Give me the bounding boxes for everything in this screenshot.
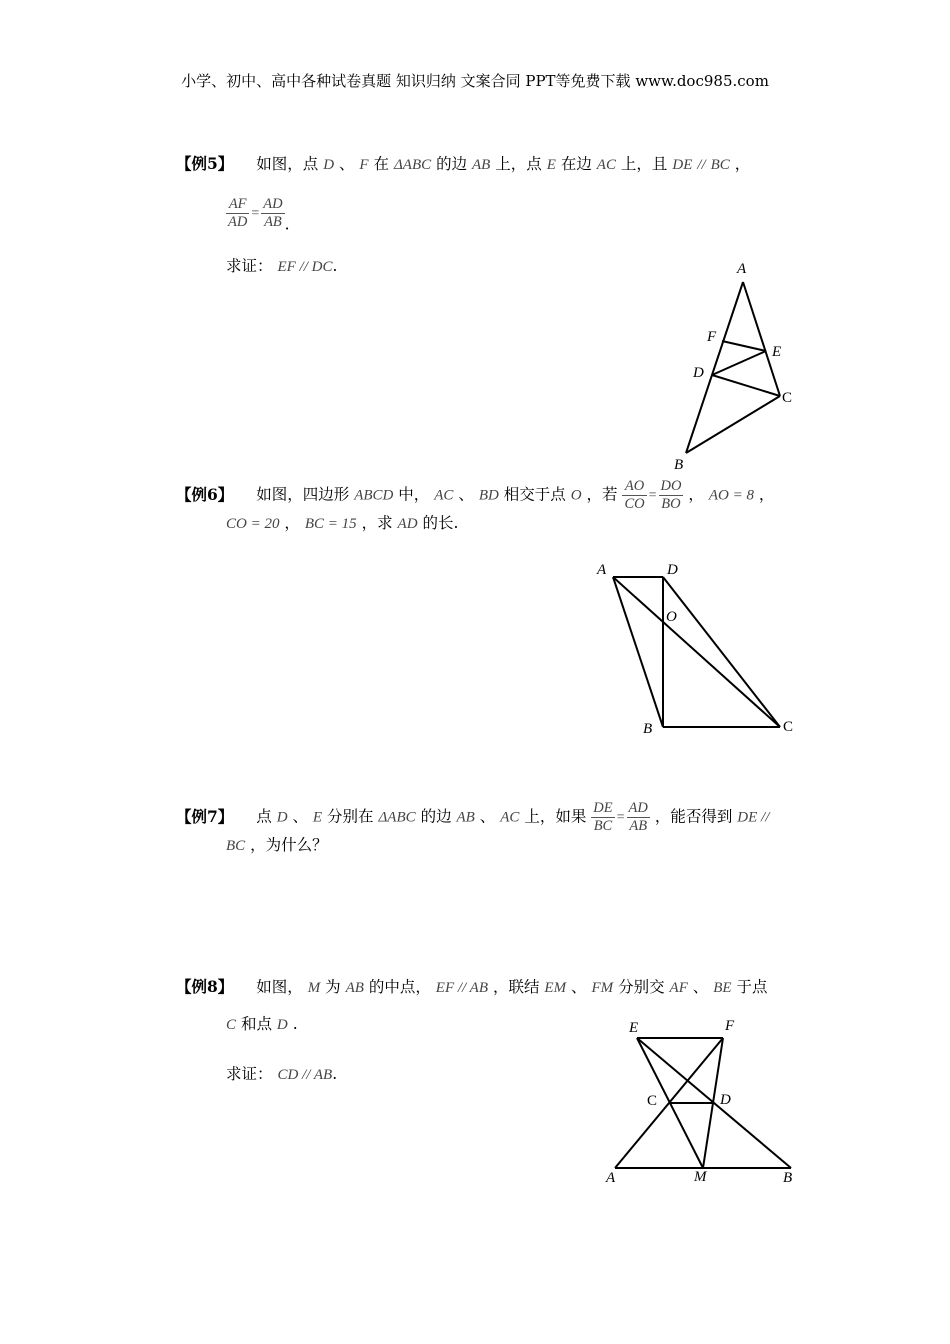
ex6-text: 相交于点 [503, 485, 566, 504]
ex7-text: 、 [479, 807, 496, 826]
frac-den: AB [629, 818, 648, 834]
ex8-math: AF [669, 980, 688, 996]
ex7-line1 [176, 800, 769, 835]
ex5-line1 [176, 153, 750, 176]
ex5-math: ΔABC [393, 157, 432, 173]
ex6-text: ， [284, 514, 300, 532]
period: . [332, 1065, 338, 1083]
frac-num: DE [593, 800, 613, 816]
ex8-math: EM [544, 980, 567, 996]
ex7-math: ΔABC [378, 809, 416, 826]
ex5-text: 上，点 [495, 155, 542, 173]
ex6-line1 [176, 478, 774, 513]
segment-BC [686, 396, 780, 453]
ex8-prove-statement: CD // AB [277, 1067, 333, 1083]
ex5-text: 的边 [436, 155, 468, 173]
ex7-text: ，能否得到 [654, 807, 733, 826]
label-A: A [597, 562, 607, 578]
ex5-math: AC [596, 157, 616, 173]
ex7-math: E [312, 809, 323, 826]
ex6-fraction-left [622, 478, 646, 513]
ex5-math: AB [472, 157, 491, 173]
label-M: M [694, 1169, 707, 1185]
ex7-line2 [226, 834, 328, 857]
ex8-text: 为 [325, 978, 341, 996]
ex8-math: FM [591, 980, 614, 996]
frac-num: AO [622, 478, 646, 496]
ex8-prove [226, 1063, 337, 1086]
frac-den: BO [661, 496, 681, 512]
ex7-fraction-right [627, 800, 650, 835]
ex5-text: 在边 [560, 155, 592, 173]
ex6-math: AO = 8 [708, 487, 754, 504]
ex7-math: D [276, 809, 288, 826]
label-F: F [725, 1018, 735, 1034]
ex8-text: 的中点， [368, 978, 431, 996]
ex5-fraction-right [261, 196, 284, 231]
ex7-text: 、 [292, 807, 308, 826]
frac-num: AF [226, 196, 249, 214]
ex6-math: AC [434, 487, 454, 504]
segment-DE [712, 351, 766, 375]
ex8-tag: 【例8】 [176, 977, 234, 996]
segment-AC [743, 282, 780, 396]
ex5-math: DE [672, 157, 693, 173]
ex5-math: E [546, 157, 556, 173]
ex8-text: 和点 [240, 1015, 272, 1033]
ex5-math: // [697, 157, 706, 173]
equals-sign: = [251, 205, 260, 221]
ex6-line2 [226, 512, 458, 535]
ex7-math: AC [500, 809, 520, 826]
frac-den: AB [264, 214, 282, 230]
ex6-math: O [570, 487, 582, 504]
ex5-text: 上，且 [620, 155, 668, 173]
label-A: A [606, 1170, 616, 1186]
ex6-text: 中， [398, 485, 430, 504]
ex6-text: ， [758, 485, 775, 504]
frac-num: DO [660, 478, 682, 494]
ex8-math: BE [713, 980, 732, 996]
ex6-text: 如图，四边形 [256, 485, 350, 504]
ex7-tag: 【例7】 [176, 806, 234, 826]
prove-label: 求证： [226, 257, 273, 275]
ex6-math: ABCD [354, 487, 394, 504]
ex8-text: . [292, 1015, 298, 1033]
ex6-math: CO = 20 [226, 516, 280, 532]
ex6-text: ，求 [361, 514, 393, 532]
label-A: A [737, 261, 747, 277]
ex5-math: F [359, 157, 369, 173]
ex8-math: EF // AB [435, 980, 489, 996]
ex6-fraction-right [659, 478, 684, 513]
ex6-text: ，若 [586, 485, 618, 504]
ex6-text: 的长. [422, 514, 459, 532]
ex7-math: BC [226, 838, 246, 854]
ex5-fraction-left [226, 196, 249, 231]
ex8-math: D [276, 1017, 288, 1033]
frac-den: AD [228, 214, 248, 230]
ex5-prove [226, 255, 337, 278]
ex8-line2 [226, 1013, 298, 1036]
frac-num: AD [628, 800, 648, 816]
prove-label: 求证： [226, 1065, 273, 1083]
frac-den: BC [593, 818, 613, 834]
label-B: B [643, 721, 653, 737]
label-B: B [674, 457, 684, 470]
label-D: D [667, 562, 678, 578]
ex7-fraction-left [591, 800, 614, 835]
ex6-math: BD [478, 487, 499, 504]
label-B: B [783, 1170, 793, 1186]
ex8-text: ，联结 [492, 978, 540, 996]
ex5-math: D [323, 157, 335, 173]
ex5-tag: 【例5】 [176, 154, 234, 173]
ex7-text: 分别在 [327, 807, 374, 826]
ex7-math: DE // [737, 809, 770, 826]
ex7-text: 点 [256, 807, 272, 826]
page-header: 小学、初中、高中各种试卷真题 知识归纳 文案合同 PPT等免费下载 www.doc985.com [181, 72, 769, 90]
segment-DC [663, 577, 780, 727]
segment-FE [722, 341, 766, 351]
ex6-math: BC = 15 [304, 516, 357, 532]
ex8-math: AB [345, 980, 364, 996]
ex5-text: 、 [338, 155, 355, 173]
ex8-math: M [307, 980, 321, 996]
label-C: C [647, 1093, 658, 1109]
period: . [332, 257, 338, 275]
label-F: F [707, 329, 717, 345]
ex5-text: 在 [373, 155, 390, 173]
frac-num: AD [263, 196, 283, 212]
ex6-quadrilateral-figure [585, 555, 805, 740]
ex8-text: 、 [692, 978, 709, 996]
ex7-text: 的边 [420, 807, 452, 826]
ex8-line1 [176, 976, 768, 999]
period: . [284, 215, 290, 234]
ex7-math: AB [456, 809, 475, 826]
ex6-math: AD [397, 516, 418, 532]
ex7-text: ，为什么？ [250, 836, 328, 854]
label-C: C [783, 719, 794, 735]
ex5-text: 如图，点 [256, 155, 319, 173]
ex8-text: 如图， [256, 978, 303, 996]
ex8-math: C [226, 1017, 237, 1033]
ex6-text: ， [688, 485, 704, 504]
ex8-trapezoid-figure [595, 1010, 810, 1190]
equals-sign: = [616, 809, 625, 825]
label-D: D [720, 1092, 731, 1108]
ex5-condition [226, 196, 290, 236]
label-E: E [629, 1020, 639, 1036]
ex6-tag: 【例6】 [176, 484, 234, 504]
ex5-triangle-figure [670, 255, 810, 470]
segment-DC [712, 375, 780, 396]
ex6-text: 、 [458, 485, 474, 504]
ex7-text: 上，如果 [524, 807, 587, 826]
label-E: E [772, 344, 782, 360]
ex8-text: 、 [571, 978, 587, 996]
label-O: O [666, 609, 677, 625]
ex5-text: ， [734, 155, 751, 173]
label-C: C [782, 390, 793, 406]
ex8-text: 分别交 [618, 978, 665, 996]
ex5-prove-statement: EF // DC [277, 259, 333, 275]
ex5-math: BC [710, 157, 730, 173]
equals-sign: = [648, 487, 657, 503]
label-D: D [693, 365, 704, 381]
ex8-text: 于点 [736, 978, 768, 996]
frac-den: CO [624, 496, 645, 512]
